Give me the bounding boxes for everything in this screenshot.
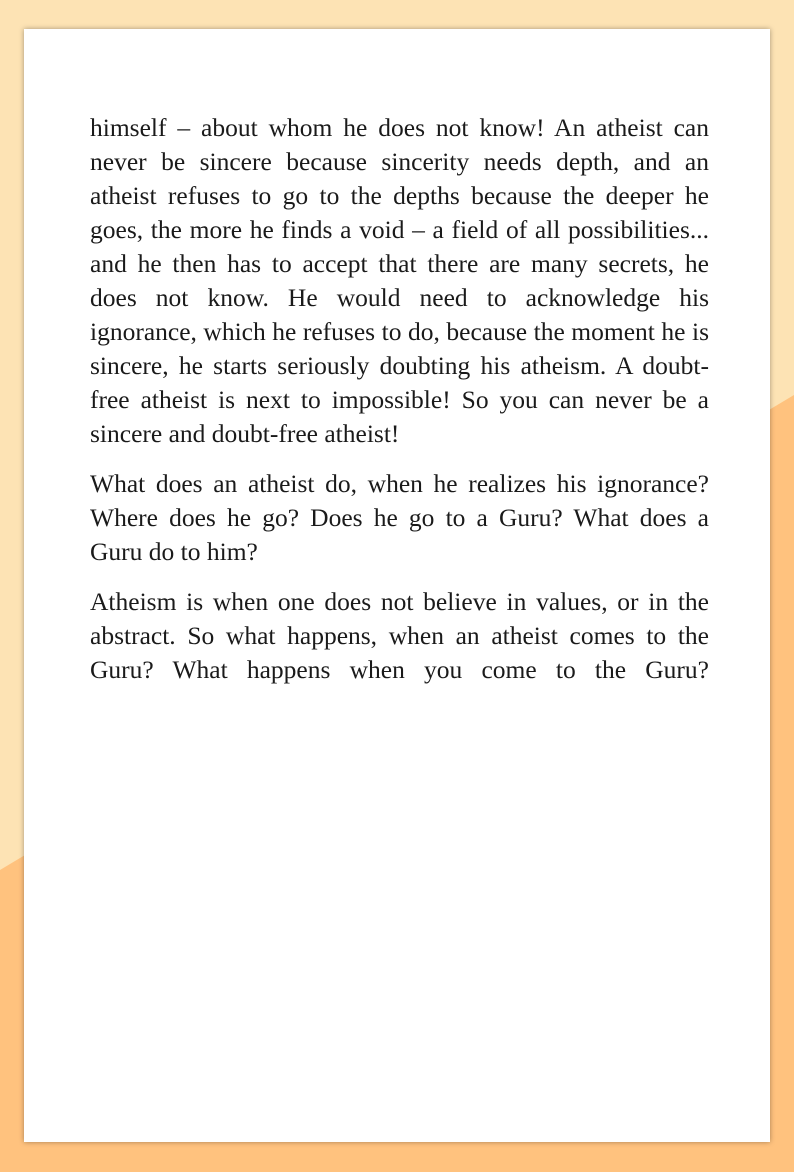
book-page: [24, 29, 770, 1142]
paragraph-atheist-sincerity: himself – about whom he does not know! An atheist can never be sincere because sincerity needs depth, and an atheist refuses to go to the depths because the deeper he goes, the more he finds a void – a field of all possibilities... and he then has to accept that there are many secrets, he does not know. He would need to acknowledge his ignorance, which he refuses to do, because the moment he is sincere, he starts seriously doubting his atheism. A doubt-free atheist is next to impossible! So you can never be a sincere and doubt-free atheist!: [90, 113, 709, 448]
paragraph-atheism-definition: Atheism is when one does not believe in values, or in the abstract. So what happens, when an atheist comes to the Guru? What happens when you come to the Guru?: [90, 587, 709, 684]
page-body-text: [90, 111, 709, 703]
paragraph-atheist-questions: What does an atheist do, when he realizes his ignorance? Where does he go? Does he go to a Guru? What does a Guru do to him?: [90, 469, 709, 566]
